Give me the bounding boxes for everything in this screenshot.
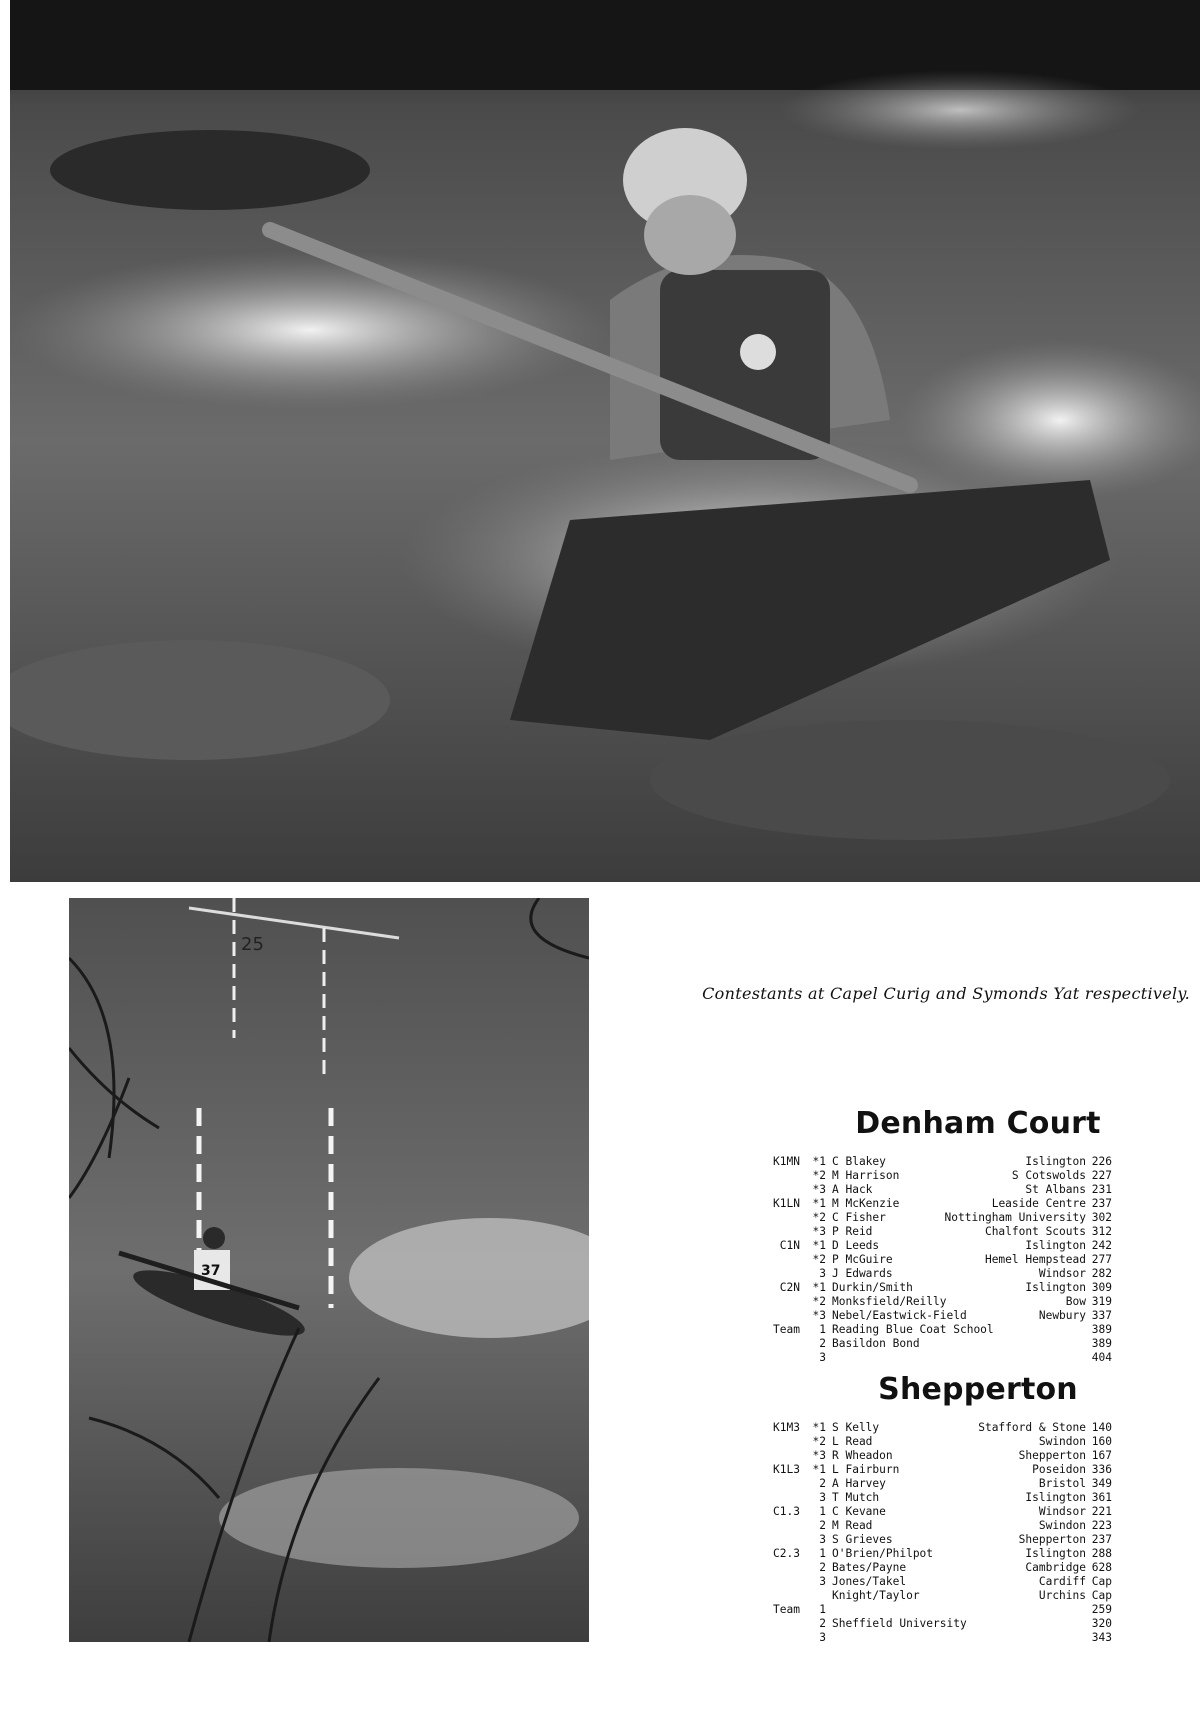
- bib-number: 37: [201, 1263, 221, 1279]
- position: 3: [819, 1351, 826, 1364]
- result-row: [812, 1519, 1112, 1533]
- position: *3: [812, 1225, 826, 1238]
- club-name: St Albans: [1025, 1183, 1086, 1196]
- score: 319: [1091, 1295, 1112, 1308]
- position: 1: [819, 1323, 826, 1336]
- result-row: [812, 1589, 1112, 1603]
- position: 2: [819, 1561, 826, 1574]
- position: 3: [819, 1267, 826, 1280]
- competitor-name: P Reid: [832, 1225, 873, 1238]
- position: 1: [819, 1505, 826, 1518]
- competitor-name: R Wheadon: [832, 1449, 893, 1462]
- club-name: Hemel Hempstead: [984, 1253, 1086, 1266]
- result-row: [812, 1211, 1112, 1225]
- position: *2: [812, 1169, 826, 1182]
- position: *1: [812, 1155, 826, 1168]
- result-row: [812, 1309, 1112, 1323]
- competitor-name: A Harvey: [832, 1477, 886, 1490]
- result-row: [773, 1463, 1112, 1477]
- score: 320: [1091, 1617, 1112, 1630]
- position: 3: [819, 1533, 826, 1546]
- club-name: Islington: [1025, 1491, 1086, 1504]
- competitor-name: Nebel/Eastwick-Field: [832, 1309, 967, 1322]
- class-label: K1L3: [773, 1463, 800, 1476]
- club-name: S Cotswolds: [1011, 1169, 1086, 1182]
- class-label: K1M3: [773, 1421, 800, 1434]
- competitor-name: M Harrison: [832, 1169, 900, 1182]
- class-label: Team: [773, 1603, 800, 1616]
- competitor-name: Basildon Bond: [832, 1337, 920, 1350]
- result-row: [812, 1617, 1112, 1631]
- score: 223: [1091, 1519, 1112, 1532]
- result-row: [812, 1337, 1112, 1351]
- club-name: Leaside Centre: [991, 1197, 1086, 1210]
- competitor-name: C Kevane: [832, 1505, 886, 1518]
- result-row: [812, 1225, 1112, 1239]
- club-name: Newbury: [1038, 1309, 1086, 1322]
- club-name: Cardiff: [1038, 1575, 1086, 1588]
- score: 389: [1091, 1337, 1112, 1350]
- result-row: [773, 1197, 1112, 1211]
- position: 2: [819, 1477, 826, 1490]
- competitor-name: L Fairburn: [832, 1463, 900, 1476]
- position: *2: [812, 1295, 826, 1308]
- position: 3: [819, 1575, 826, 1588]
- position: 2: [819, 1337, 826, 1350]
- club-name: Islington: [1025, 1281, 1086, 1294]
- result-row: [773, 1603, 1112, 1617]
- position: 3: [819, 1491, 826, 1504]
- score: 282: [1091, 1267, 1112, 1280]
- score: Cap: [1091, 1589, 1112, 1602]
- competitor-name: Durkin/Smith: [832, 1281, 913, 1294]
- club-name: Swindon: [1038, 1519, 1086, 1532]
- competitor-name: A Hack: [832, 1183, 873, 1196]
- score: 277: [1091, 1253, 1112, 1266]
- result-row: [812, 1575, 1112, 1589]
- competitor-name: Jones/Takel: [832, 1575, 907, 1588]
- competitor-name: C Fisher: [832, 1211, 886, 1224]
- position: *2: [812, 1435, 826, 1448]
- score: 140: [1091, 1421, 1112, 1434]
- class-label: C2N: [779, 1281, 800, 1294]
- competitor-name: Bates/Payne: [832, 1561, 907, 1574]
- score: 227: [1091, 1169, 1112, 1182]
- position: *1: [812, 1281, 826, 1294]
- position: *3: [812, 1183, 826, 1196]
- results-list-shepperton: [773, 1421, 1112, 1645]
- result-row: [812, 1267, 1112, 1281]
- club-name: Swindon: [1038, 1435, 1086, 1448]
- position: 2: [819, 1617, 826, 1630]
- result-row: [812, 1183, 1112, 1197]
- club-name: Cambridge: [1025, 1561, 1086, 1574]
- club-name: Bristol: [1038, 1477, 1086, 1490]
- class-label: C2.3: [773, 1547, 800, 1560]
- competitor-name: M McKenzie: [832, 1197, 900, 1210]
- position: *3: [812, 1449, 826, 1462]
- kayaker-whitewater-photo: [10, 0, 1200, 882]
- score: 404: [1091, 1351, 1112, 1364]
- club-name: Bow: [1065, 1295, 1086, 1308]
- result-row: [812, 1253, 1112, 1267]
- class-label: K1MN: [773, 1155, 800, 1168]
- competitor-name: M Read: [832, 1519, 873, 1532]
- gate-number: 25: [241, 934, 264, 955]
- competitor-name: J Edwards: [832, 1267, 893, 1280]
- position: *1: [812, 1239, 826, 1252]
- score: 628: [1091, 1561, 1112, 1574]
- result-row: [812, 1435, 1112, 1449]
- club-name: Islington: [1025, 1547, 1086, 1560]
- result-row: [812, 1491, 1112, 1505]
- position: *3: [812, 1309, 826, 1322]
- club-name: Islington: [1025, 1239, 1086, 1252]
- score: 226: [1091, 1155, 1112, 1168]
- result-row: [812, 1351, 1112, 1365]
- score: 361: [1091, 1491, 1112, 1504]
- position: *1: [812, 1197, 826, 1210]
- club-name: Windsor: [1038, 1267, 1086, 1280]
- club-name: Stafford & Stone: [978, 1421, 1086, 1434]
- competitor-name: P McGuire: [832, 1253, 893, 1266]
- result-row: [779, 1281, 1112, 1295]
- position: *1: [812, 1463, 826, 1476]
- position: 1: [819, 1547, 826, 1560]
- score: 288: [1091, 1547, 1112, 1560]
- score: 337: [1091, 1309, 1112, 1322]
- score: 309: [1091, 1281, 1112, 1294]
- result-row: [773, 1421, 1112, 1435]
- result-row: [812, 1631, 1112, 1645]
- class-label: C1N: [779, 1239, 800, 1252]
- club-name: Shepperton: [1018, 1533, 1086, 1546]
- photo-caption: Contestants at Capel Curig and Symonds Yat respectively.: [702, 984, 1190, 1003]
- club-name: Islington: [1025, 1155, 1086, 1168]
- position: 1: [819, 1603, 826, 1616]
- competitor-name: Monksfield/Reilly: [832, 1295, 947, 1308]
- competitor-name: Sheffield University: [832, 1617, 967, 1630]
- score: 160: [1091, 1435, 1112, 1448]
- position: 3: [819, 1631, 826, 1644]
- class-label: C1.3: [773, 1505, 800, 1518]
- event-title-shepperton: Shepperton: [878, 1372, 1078, 1407]
- score: 221: [1091, 1505, 1112, 1518]
- competitor-name: S Kelly: [832, 1421, 880, 1434]
- event-title-denham-court: Denham Court: [855, 1106, 1101, 1141]
- score: 259: [1091, 1603, 1112, 1616]
- whitewater-photo-graphic: [10, 0, 1200, 882]
- slalom-photo-graphic: [69, 898, 589, 1642]
- result-row: [773, 1547, 1112, 1561]
- competitor-name: Reading Blue Coat School: [832, 1323, 994, 1336]
- club-name: Nottingham University: [944, 1211, 1086, 1224]
- club-name: Chalfont Scouts: [984, 1225, 1086, 1238]
- result-row: [812, 1449, 1112, 1463]
- competitor-name: S Grieves: [832, 1533, 893, 1546]
- result-row: [773, 1505, 1112, 1519]
- competitor-name: Knight/Taylor: [832, 1589, 920, 1602]
- club-name: Windsor: [1038, 1505, 1086, 1518]
- score: 237: [1091, 1533, 1112, 1546]
- result-row: [773, 1155, 1112, 1169]
- result-row: [812, 1477, 1112, 1491]
- score: Cap: [1091, 1575, 1112, 1588]
- slalom-gate-kayaker-photo: [69, 898, 589, 1642]
- results-list-denham-court: [773, 1155, 1112, 1365]
- result-row: [812, 1561, 1112, 1575]
- class-label: K1LN: [773, 1197, 800, 1210]
- club-name: Shepperton: [1018, 1449, 1086, 1462]
- score: 242: [1091, 1239, 1112, 1252]
- position: *1: [812, 1421, 826, 1434]
- club-name: Urchins: [1038, 1589, 1086, 1602]
- result-row: [812, 1533, 1112, 1547]
- position: *2: [812, 1253, 826, 1266]
- position: 2: [819, 1519, 826, 1532]
- score: 389: [1091, 1323, 1112, 1336]
- score: 302: [1091, 1211, 1112, 1224]
- score: 349: [1091, 1477, 1112, 1490]
- result-row: [773, 1323, 1112, 1337]
- competitor-name: L Read: [832, 1435, 873, 1448]
- club-name: Poseidon: [1032, 1463, 1086, 1476]
- class-label: Team: [773, 1323, 800, 1336]
- position: *2: [812, 1211, 826, 1224]
- score: 231: [1091, 1183, 1112, 1196]
- score: 237: [1091, 1197, 1112, 1210]
- score: 167: [1091, 1449, 1112, 1462]
- result-row: [779, 1239, 1112, 1253]
- score: 343: [1091, 1631, 1112, 1644]
- competitor-name: C Blakey: [832, 1155, 886, 1168]
- competitor-name: D Leeds: [832, 1239, 880, 1252]
- competitor-name: O'Brien/Philpot: [832, 1547, 934, 1560]
- competitor-name: T Mutch: [832, 1491, 880, 1504]
- result-row: [812, 1169, 1112, 1183]
- score: 336: [1091, 1463, 1112, 1476]
- score: 312: [1091, 1225, 1112, 1238]
- result-row: [812, 1295, 1112, 1309]
